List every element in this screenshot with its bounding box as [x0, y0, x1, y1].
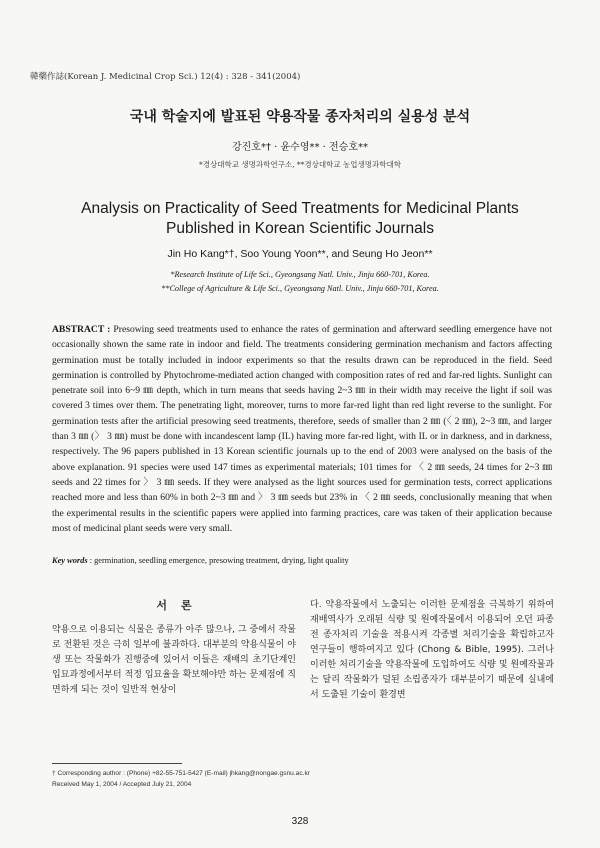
abstract-text: Presowing seed treatments used to enhance the rates of germination and afterward seedling emergence have not occasionally shown the same rate in indoor and field. The treatments considering germination mechanism and factors affecting germination must be totally included in indoor experiments so that the results drawn can be reproduced in the field. Seed germination is controlled by Phytochrome-mediated action changed with composition rates of red and far-red lights. Sunlight can penetrate soil into 6~9 ㎜ depth, which in turn means that seeds having 2~3 ㎜ in their width may receive the light if soil was covered 3 times over them. The penetrating light, moreover, turns to more far-red light than red light reverse to the sunlight. For germination tests after the artificial presowing seed treatments, therefore, seeds of smaller than 2 ㎜ (〈 2 ㎜), 2~3 ㎜, and larger than 3 ㎜ (〉 3 ㎜) must be done with incandescent lamp (IL) having more far-red light, with IL or in darkness, and in darkness, respectively. The 96 papers published in 13 Korean scientific journals up to the end of 2003 were analysed on the basis of the above explanation. 91 species were used 147 times as experimental materials; 101 times for 〈 2 ㎜ seeds, 24 times for 2~3 ㎜ seeds and 22 times for 〉 3 ㎜ seeds. If they were analysed as the light sources used for germination tests, correct applications reached more and less than 60% in both 2~3 ㎜ and 〉 3 ㎜ seeds but 23% in 〈 2 ㎜ seeds, conclusionally meaning that when the experimental results in the scientific papers were applied into farming practices, care was taken of their application because most of medicinal plant seeds were very small. [52, 324, 552, 534]
right-column [310, 598, 554, 703]
abstract [52, 322, 552, 536]
section-heading-introduction: 서론 [156, 599, 206, 612]
received-date: Received May 1, 2004 / Accepted July 21, 2004 [52, 781, 192, 788]
keywords-text: : germination, seedling emergence, presowing treatment, drying, light quality [89, 556, 349, 565]
keywords-label: Key words [52, 556, 88, 565]
korean-title: 국내 학술지에 발표된 약용작물 종자처리의 실용성 분석 [129, 109, 471, 125]
affiliation-1: *Research Institute of Life Sci., Gyeongsang Natl. Univ., Jinju 660-701, Korea. [170, 270, 430, 279]
english-title-line2: Published in Korean Scientific Journals [166, 220, 434, 237]
abstract-label: ABSTRACT : [52, 324, 111, 335]
journal-header: 韓藥作誌(Korean J. Medicinal Crop Sci.) 12(4) : 328 - 341(2004) [30, 72, 301, 82]
introduction-right-text: 다. 약용작물에서 노출되는 이러한 문제점을 극복하기 위하여 재배역사가 오래된 식량 및 원예작물에서 이용되어 오던 파종전 종자처리 기술을 적용시켜 각종별 처리기술을 확립하고자 연구들이 행하여지고 있다 (Chong & Bible, 1995). 그러나 이러한 처리기술을 약용작물에 도입하여도 식량 및 원예작물과는 달리 작물화가 덜된 소립종자가 대부분이기 때문에 실내에서 도출된 기술이 환경변 [310, 600, 554, 700]
left-column [52, 598, 296, 698]
corresponding-author: † Corresponding author : (Phone) +82-55-751-5427 (E-mail) jhkang@nongae.gsnu.ac.kr [52, 770, 310, 777]
korean-authors: 강진호*† · 윤수영** · 전승호** [231, 142, 368, 153]
footnote [52, 768, 552, 790]
introduction-left-text: 약용으로 이용되는 식물은 종류가 아주 많으나, 그 중에서 작물로 전환된 것은 극히 일부에 불과하다. 대부분의 약용식물이 야생 또는 작물화가 진행중에 있어서 이들은 재배의 초기단계인 입묘과정에서부터 적정 입묘율을 확보해야만 하는 문제점에 직면하게 되는 것이 일반적 현상이 [52, 625, 296, 695]
footnote-divider [52, 763, 182, 764]
affiliation-2: **College of Agriculture & Life Sci., Gyeongsang Natl. Univ., Jinju 660-701, Korea. [161, 284, 439, 293]
english-title [0, 199, 600, 239]
korean-affiliation: *경상대학교 생명과학연구소, **경상대학교 농업생명과학대학 [199, 160, 401, 169]
english-title-line1: Analysis on Practicality of Seed Treatments for Medicinal Plants [81, 200, 519, 217]
english-affiliations [0, 268, 600, 296]
english-authors: Jin Ho Kang*†, Soo Young Yoon**, and Seung Ho Jeon** [167, 248, 433, 260]
page-number: 328 [291, 816, 309, 827]
keywords [52, 556, 552, 565]
